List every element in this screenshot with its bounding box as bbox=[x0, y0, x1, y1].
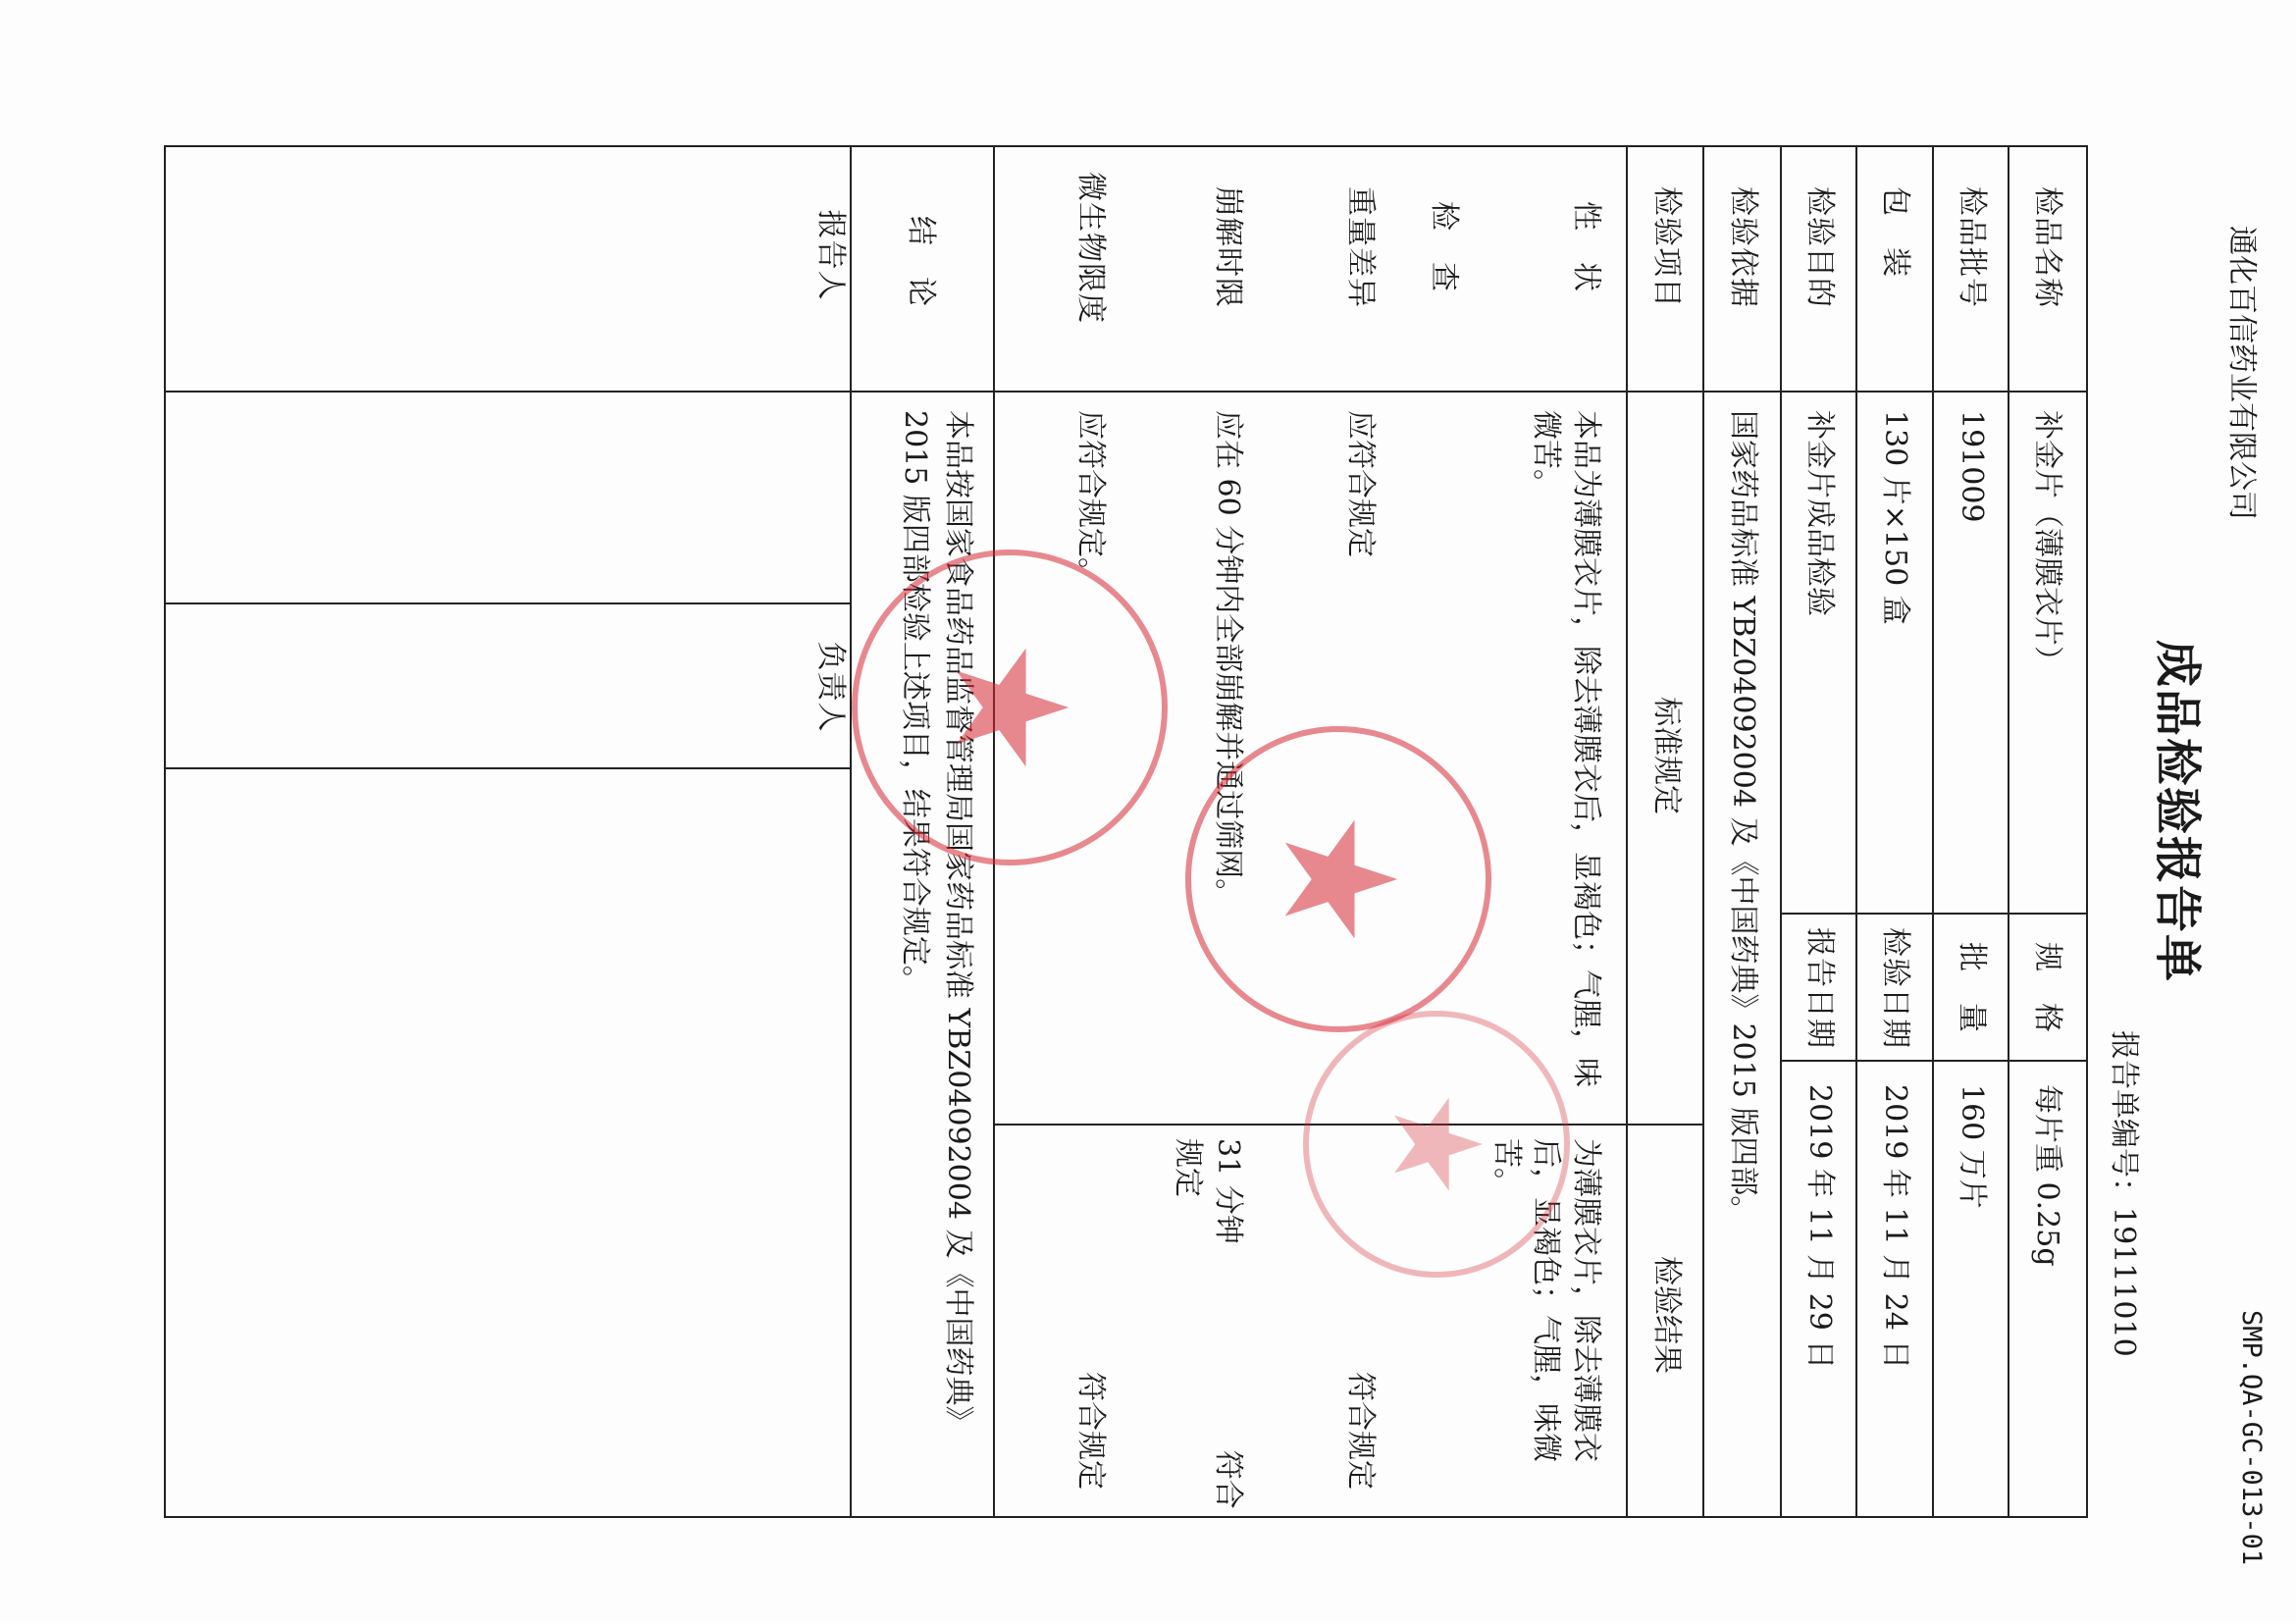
row-result: 符合规定 bbox=[1343, 1372, 1378, 1490]
batch-no-label: 检品批号 bbox=[1955, 186, 1989, 308]
conclusion-text: 本品按国家食品药品监督管理局国家药品标准 YBZ04092004 及《中国药典》2015 版四部检验上述项目，结果符合规定。 bbox=[898, 410, 975, 1436]
package-value: 130 片×150 盒 bbox=[1878, 410, 1912, 625]
row-item: 微生物限度 bbox=[1073, 172, 1108, 324]
batch-qty-value: 160 万片 bbox=[1955, 1084, 1989, 1209]
basis-label: 检验依据 bbox=[1726, 186, 1760, 308]
column-header-result: 检验结果 bbox=[1649, 1256, 1684, 1374]
product-name-value: 补金片（薄膜衣片） bbox=[2030, 410, 2064, 675]
package-label: 包 装 bbox=[1878, 186, 1912, 278]
seal-star-icon: ★ bbox=[1258, 817, 1419, 941]
product-name-label: 检品名称 bbox=[2030, 186, 2064, 308]
report-number: 报告单编号：19111010 bbox=[2107, 1030, 2141, 1357]
row-result: 31 分钟 符合规定 bbox=[1171, 1138, 1245, 1509]
purpose-label: 检验目的 bbox=[1802, 186, 1837, 308]
row-item: 崩解时限 bbox=[1211, 186, 1245, 308]
row-standard: 应符合规定。 bbox=[1073, 410, 1108, 587]
row-standard: 应符合规定 bbox=[1343, 410, 1378, 557]
column-header-item: 检验项目 bbox=[1649, 186, 1684, 308]
company-name: 通化百信药业有限公司 bbox=[2224, 226, 2259, 520]
row-item: 检 查 bbox=[1427, 201, 1461, 292]
row-result: 为薄膜衣片，除去薄膜衣后，显褐色；气腥，味微苦。 bbox=[1489, 1138, 1603, 1462]
company-seal-2 bbox=[1303, 1011, 1570, 1278]
batch-no-value: 191009 bbox=[1955, 410, 1989, 523]
row-item: 性 状 bbox=[1569, 201, 1603, 292]
inspection-table bbox=[164, 145, 2088, 1518]
company-seal-1 bbox=[1185, 726, 1491, 1032]
row-standard: 应在 60 分钟内全部崩解并通过筛网。 bbox=[1211, 410, 1245, 909]
column-header-standard: 标准规定 bbox=[1649, 697, 1684, 814]
spec-label: 规 格 bbox=[2030, 942, 2064, 1033]
row-item: 重量差异 bbox=[1343, 186, 1378, 308]
seal-star-icon: ★ bbox=[1374, 1095, 1500, 1193]
company-seal-3 bbox=[852, 550, 1168, 865]
page-title: 成品检验报告单 bbox=[2150, 639, 2205, 983]
seal-star-icon: ★ bbox=[929, 646, 1090, 769]
test-date-value: 2019 年 11 月 24 日 bbox=[1878, 1084, 1912, 1370]
report-date-label: 报告日期 bbox=[1802, 927, 1837, 1049]
report-date-value: 2019 年 11 月 29 日 bbox=[1802, 1084, 1837, 1370]
conclusion-label: 结 论 bbox=[904, 216, 938, 307]
reporter-label: 报告人 bbox=[813, 209, 848, 301]
row-result: 符合规定 bbox=[1073, 1372, 1108, 1490]
batch-qty-label: 批 量 bbox=[1955, 942, 1989, 1033]
document-code: SMP.QA-GC-013-01 bbox=[2236, 1310, 2267, 1566]
basis-value: 国家药品标准 YBZ04092004 及《中国药典》2015 版四部。 bbox=[1726, 410, 1760, 1226]
purpose-value: 补金片成品检验 bbox=[1802, 410, 1837, 616]
test-date-label: 检验日期 bbox=[1878, 927, 1912, 1049]
responsible-label: 负责人 bbox=[813, 641, 848, 733]
spec-value: 每片重 0.25g bbox=[2030, 1084, 2064, 1267]
row-standard: 本品为薄膜衣片，除去薄膜衣后，显褐色；气腥，味微苦。 bbox=[1529, 410, 1603, 1087]
